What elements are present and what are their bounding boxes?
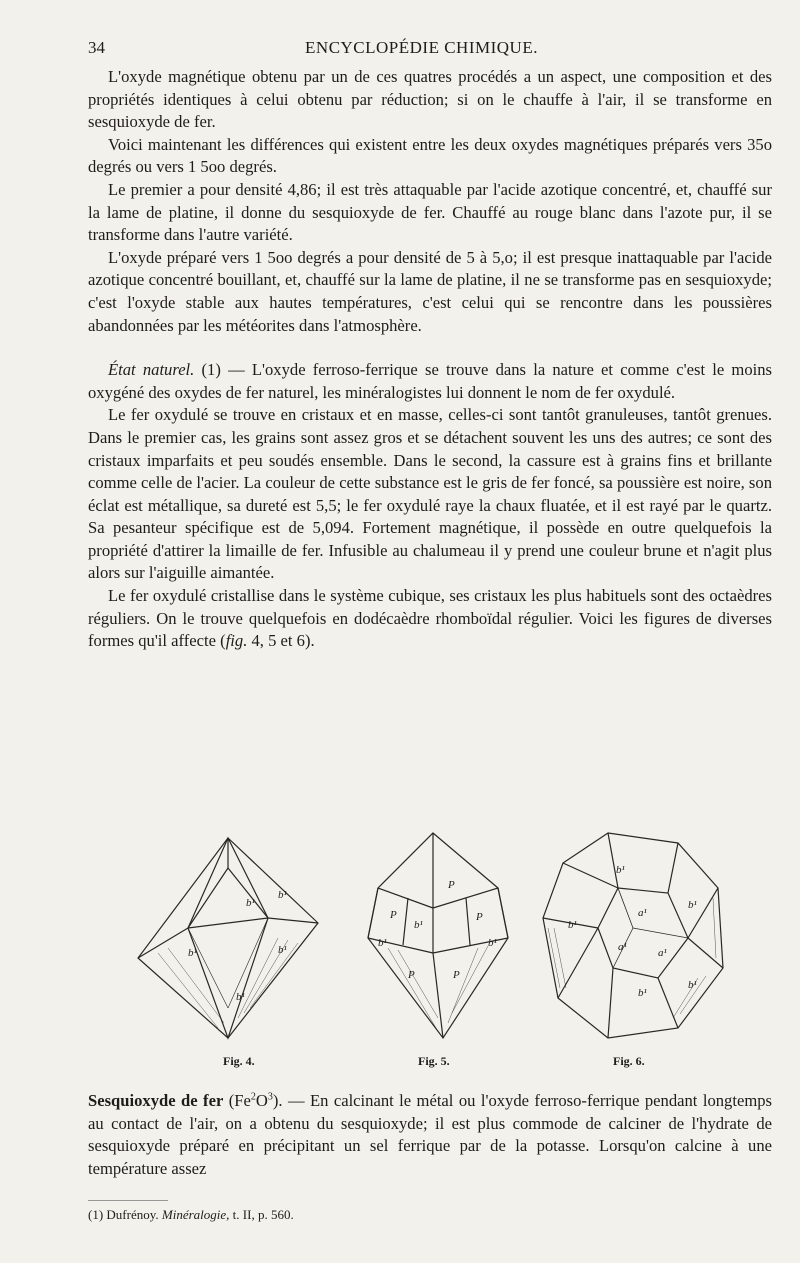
face-label: b¹ [236, 991, 245, 1003]
paragraph: Voici maintenant les différences qui existent entre les deux oxydes magnétiques préparés vers 35o degrés ou vers 1 5oo degrés. [88, 134, 772, 177]
face-label: b¹ [278, 889, 287, 901]
cubique-paragraph [88, 585, 772, 653]
footnote-work: Minéralogie, [161, 1207, 230, 1222]
face-label: b¹ [688, 899, 697, 911]
face-label: P [448, 879, 455, 891]
face-label: a¹ [638, 907, 647, 919]
etat-naturel-text: — L'oxyde ferroso-ferrique se trouve dans la nature et comme c'est le moins oxygéné des oxydes de fer naturel, les minéralogistes lui donnent le nom de fer oxydulé. [88, 360, 772, 402]
truncated-octahedron-drawing [348, 828, 528, 1048]
footnote [88, 1207, 294, 1223]
chemical-formula: $(Fe^2O^3)$. [223, 1091, 283, 1110]
crystal-figures [88, 828, 768, 1078]
fig-ref: fig. [225, 631, 248, 651]
main-text [88, 66, 772, 653]
figure-caption: Fig. 5. [418, 1054, 450, 1068]
footnote-ref-detail: t. II, p. 560. [232, 1207, 294, 1222]
paragraph: Le fer oxydulé se trouve en cristaux et en masse, celles-ci sont tantôt granuleuses, tantôt grenues. Dans le premier cas, les grains sont assez gros et se détachent souvent les uns des autres; ce sont des cristaux imparfaits et peu soudés ensemble. Dans le second, la cassure est à grains fins et brillante comme celle de l'acier. La couleur de cette substance est le gris de fer foncé, sa poussière est noire, son éclat est métallique, sa dureté est 5,5; le fer oxydulé raye la chaux fluatée, et il est rayé par le quartz. Sa pesanteur spécifique est de 5,094. Fortement magnétique, il possède en outre quelquefois la propriété d'attirer la limaille de fer. Infusible au chalumeau il y prend une couleur brune et n'agit plus alors sur l'aiguille aimantée. [88, 405, 772, 583]
cubique-text: Le fer oxydulé cristallise dans le système cubique, ses cristaux les plus habituels sont des octaèdres réguliers. On le trouve quelquefois en dodécaèdre rhomboïdal régulier. Voici les figures de diverses formes qu'il affecte ( [88, 586, 772, 651]
section-title-etat-naturel: État naturel. [108, 360, 195, 380]
paragraph: L'oxyde magnétique obtenu par un de ces quatres procédés a un aspect, une composition et des propriétés identiques à celui obtenu par réduction; si on le chauffe à l'air, il se transforme en sesquioxyde de fer. [88, 67, 772, 132]
etat-naturel-paragraph [88, 359, 772, 404]
figure-caption: Fig. 6. [613, 1054, 645, 1068]
footnote-marker: (1) [88, 1207, 104, 1222]
figure-caption: Fig. 4. [223, 1054, 255, 1068]
face-label: b¹ [188, 947, 197, 959]
paragraph: L'oxyde préparé vers 1 5oo degrés a pour densité de 5 à 5,o; il est presque inattaquable par l'acide azotique concentré bouillant, et, chauffé sur la lame de platine, il ne se transforme pas en sesquioxyde; c'est l'oxyde stable aux hautes températures, c'est celui qui se rencontre dans les poussières abandonnées par les météorites dans l'atmosphère. [88, 247, 772, 335]
footnote-divider [88, 1200, 168, 1201]
paragraph: Le premier a pour densité 4,86; il est très attaquable par l'acide azotique concentré, et, chauffé sur la lame de platine, il donne du sesquioxyde de fer. Chauffé au rouge blanc dans l'azote pur, il se transforme dans l'autre variété. [88, 179, 772, 245]
face-label: P [408, 969, 415, 981]
page-header [88, 38, 755, 64]
face-label: b¹ [688, 979, 697, 991]
sesquioxyde-paragraph [88, 1090, 772, 1180]
octahedron-crystal-drawing [128, 828, 328, 1048]
face-label: P [390, 909, 397, 921]
face-label: b¹ [638, 987, 647, 999]
face-label: b¹ [568, 919, 577, 931]
sesquioxyde-section [88, 1090, 772, 1180]
face-label: b¹ [246, 897, 255, 909]
face-label: b¹ [414, 919, 423, 931]
sesquioxyde-text: — En calcinant le métal ou l'oxyde ferroso-ferrique pendant longtemps au contact de l'air, on a obtenu du sesquioxyde; il est plus commode de calciner de l'hydrate de sesquioxyde préparé en précipitant un sel ferrique par de la potasse. Lorsqu'on calcine à une température assez [88, 1091, 772, 1178]
page-number: 34 [88, 38, 105, 57]
section-title-sesquioxyde: Sesquioxyde de fer [88, 1091, 224, 1110]
figure-4 [128, 828, 328, 1068]
face-label: a¹ [658, 947, 667, 959]
running-title: ENCYCLOPÉDIE CHIMIQUE. [305, 38, 538, 57]
face-label: b¹ [278, 944, 287, 956]
footnote-ref: (1) [201, 360, 221, 380]
cubique-text-end: 4, 5 et 6). [247, 631, 315, 651]
figure-6 [538, 828, 728, 1068]
face-label: P [453, 969, 460, 981]
face-label: b¹ [616, 864, 625, 876]
face-label: a¹ [618, 941, 627, 953]
face-label: b¹ [488, 937, 497, 949]
footnote-author: Dufrénoy. [106, 1207, 159, 1222]
face-label: b¹ [378, 937, 387, 949]
figure-5 [348, 828, 528, 1068]
dodecahedron-crystal-drawing [538, 828, 728, 1048]
face-label: P [476, 911, 483, 923]
